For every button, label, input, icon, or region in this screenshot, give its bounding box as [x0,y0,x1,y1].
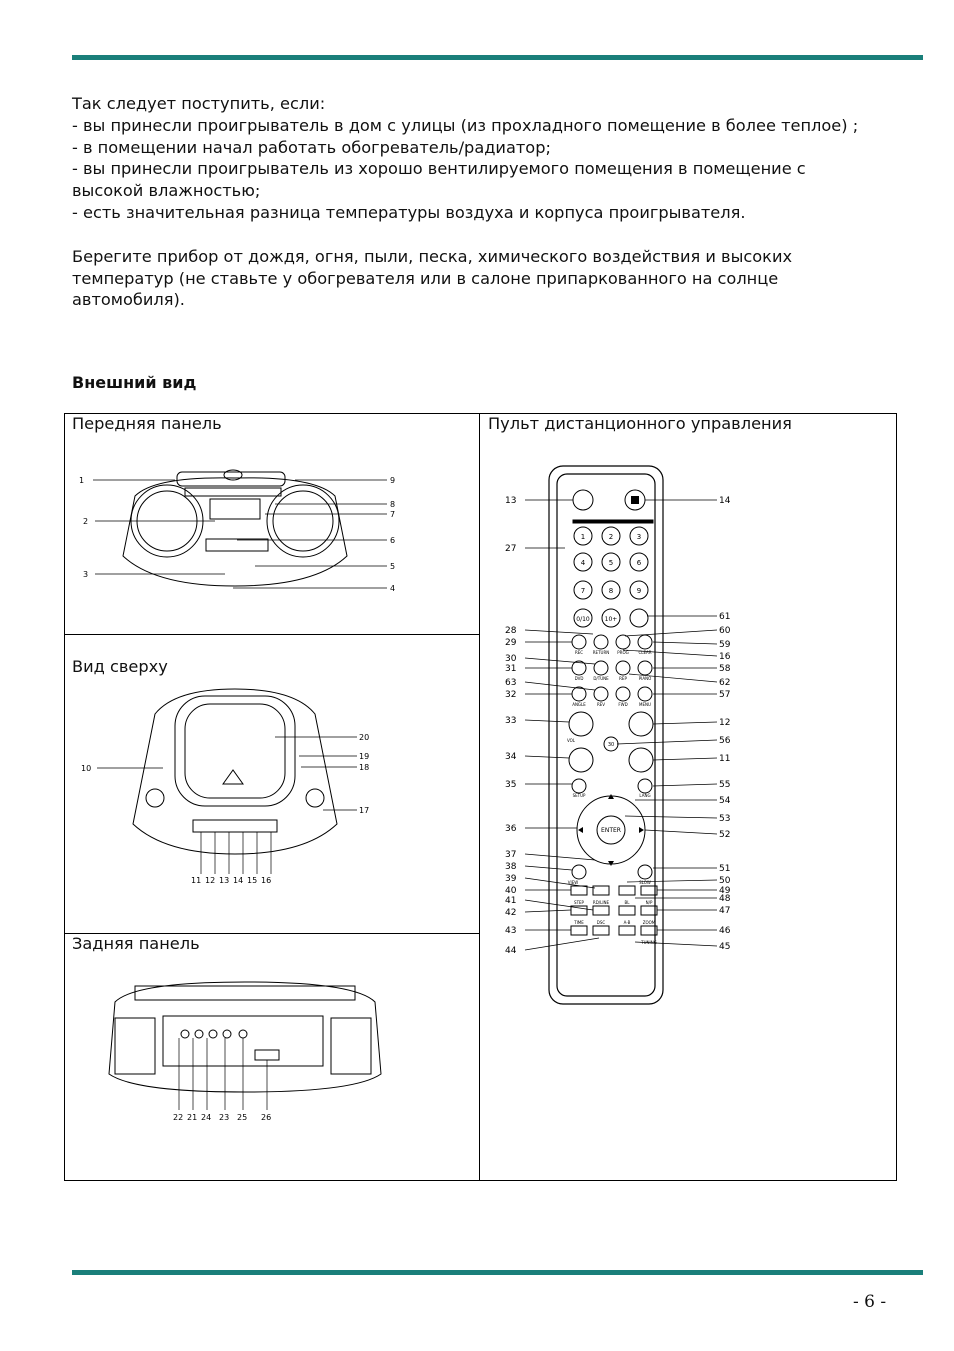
bottom-rule [72,1270,923,1275]
top-callout: 17 [359,806,370,815]
remote-key-label: FWD [618,702,628,707]
remote-key-label: RD/LINE [592,900,610,905]
remote-callout: 54 [719,796,731,806]
remote-callout: 60 [719,626,731,636]
remote-key-label: MENU [639,702,651,707]
remote-callout: 58 [719,664,731,674]
remote-key-label: DSC [596,920,606,925]
remote-callout: 62 [719,678,731,688]
top-callout: 19 [359,752,370,761]
remote-key-label: REC [574,650,584,655]
remote-callout: 56 [719,736,731,746]
remote-callout: 33 [505,716,517,726]
rear-callout: 23 [219,1113,230,1122]
remote-callout: 37 [505,850,517,860]
remote-key-label: 3 [636,533,642,541]
front-callout: 5 [390,562,396,571]
remote-key-label: STEP [574,900,584,905]
remote-label: Пульт дистанционного управления [488,414,792,433]
top-callout: 13 [219,876,230,884]
remote-key-label: N/P [645,900,653,905]
remote-key-label: VOL [566,738,576,743]
top-view-drawing [75,684,415,884]
remote-callout: 52 [719,830,731,840]
remote-drawing [495,464,775,1014]
remote-key-label: 9 [636,587,642,595]
top-callout: 11 [191,876,202,884]
care-paragraph: Берегите прибор от дождя, огня, пыли, песка, химического воздействия и высоких температур (не ставьте у обогревателя или в салоне припаркованного на солнце автомобиля). [72,246,793,310]
remote-callout: 42 [505,908,517,918]
remote-key-label: 10+ [604,616,618,623]
remote-callout: 61 [719,612,731,622]
top-callout: 20 [359,733,370,742]
remote-callout: 46 [719,926,731,936]
remote-callout: 48 [719,894,731,904]
remote-key-label: TUNING [641,940,657,945]
remote-callout: 32 [505,690,517,700]
remote-key-label: REP [619,676,627,681]
remote-callout: 51 [719,864,731,874]
intro-text [72,93,872,311]
remote-key-label: BL [624,900,630,905]
remote-callout: 27 [505,544,517,554]
remote-callout: 49 [719,886,731,896]
remote-key-label: ENTER [601,827,621,834]
remote-callout: 13 [505,496,517,506]
top-callout: 14 [233,876,244,884]
remote-key-label: SLOW [639,880,651,885]
remote-key-label: VIEW [567,880,579,885]
top-callout: 18 [359,763,370,772]
remote-key-label: TIME [574,920,584,925]
remote-callout: 29 [505,638,517,648]
front-callout: 8 [390,500,396,509]
remote-key-label: LANG [639,793,651,798]
top-rule [72,55,923,60]
remote-key-label: SETUP [572,793,586,798]
front-callout: 6 [390,536,396,545]
remote-key-label: DVD [574,676,584,681]
remote-key-label: A-B [623,920,631,925]
remote-key-label: 30 [607,742,615,748]
front-callout: 7 [390,510,396,519]
section-heading: Внешний вид [72,373,197,392]
front-panel-drawing [75,466,415,596]
remote-callout: 57 [719,690,731,700]
appearance-table [64,413,897,1181]
top-view-label: Вид сверху [72,657,168,676]
intro-line: - есть значительная разница температуры воздуха и корпуса проигрывателя. [72,202,746,222]
remote-key-label: 5 [608,559,614,567]
remote-callout: 38 [505,862,517,872]
intro-line: - вы принесли проигрыватель в дом с улицы (из прохладного помещение в более теплое) ; [72,115,859,135]
page-number: - 6 - [853,1292,887,1312]
remote-callout: 44 [505,946,517,956]
remote-callout: 59 [719,640,731,650]
remote-key-label: 6 [636,559,642,567]
remote-callout: 45 [719,942,731,952]
rear-callout: 26 [261,1113,272,1122]
rear-callout: 24 [201,1113,212,1122]
remote-key-label: ZOOM [642,920,656,925]
remote-callout: 12 [719,718,731,728]
remote-callout: 41 [505,896,517,906]
remote-callout: 35 [505,780,517,790]
rear-panel-drawing [75,974,415,1124]
top-callout: 16 [261,876,272,884]
rear-callout: 22 [173,1113,184,1122]
remote-callout: 43 [505,926,517,936]
front-callout: 3 [83,570,89,579]
remote-callout: 47 [719,906,731,916]
rear-callout: 25 [237,1113,248,1122]
top-callout: 12 [205,876,216,884]
remote-key-label: REV [596,702,606,707]
remote-key-label: 4 [580,559,586,567]
remote-callout: 63 [505,678,517,688]
front-callout: 2 [83,517,89,526]
remote-key-label: 7 [580,587,586,595]
remote-callout: 50 [719,876,731,886]
remote-key-label: 1 [580,533,586,541]
intro-line: - вы принесли проигрыватель из хорошо вентилируемого помещения в помещение с высокой влажностью; [72,159,806,201]
remote-callout: 36 [505,824,517,834]
remote-key-label: D/TUNE [593,676,609,681]
remote-key-label: PIANO [638,676,652,681]
remote-callout: 40 [505,886,517,896]
intro-line: Так следует поступить, если: [72,94,326,113]
rear-panel-label: Задняя панель [72,934,200,953]
intro-line: - в помещении начал работать обогреватель/радиатор; [72,137,551,157]
remote-callout: 39 [505,874,517,884]
remote-callout: 11 [719,754,731,764]
remote-callout: 31 [505,664,517,674]
remote-callout: 16 [719,652,731,662]
remote-key-label: PROG [617,650,629,655]
front-panel-label: Передняя панель [72,414,222,433]
front-callout: 1 [79,476,85,485]
top-callout: 15 [247,876,258,884]
remote-callout: 34 [505,752,517,762]
top-callout: 10 [81,764,92,773]
front-callout: 4 [390,584,396,593]
remote-key-label: ANGLE [572,702,586,707]
remote-callout: 55 [719,780,731,790]
rear-callout: 21 [187,1113,198,1122]
remote-callout: 14 [719,496,731,506]
remote-key-label: 0/10 [576,616,590,623]
remote-callout: 30 [505,654,517,664]
remote-key-label: 2 [608,533,614,541]
remote-callout: 53 [719,814,731,824]
remote-key-label: CLEAR [638,650,652,655]
front-callout: 9 [390,476,396,485]
remote-key-label: 8 [608,587,614,595]
remote-key-label: RETURN [592,650,610,655]
remote-callout: 28 [505,626,517,636]
